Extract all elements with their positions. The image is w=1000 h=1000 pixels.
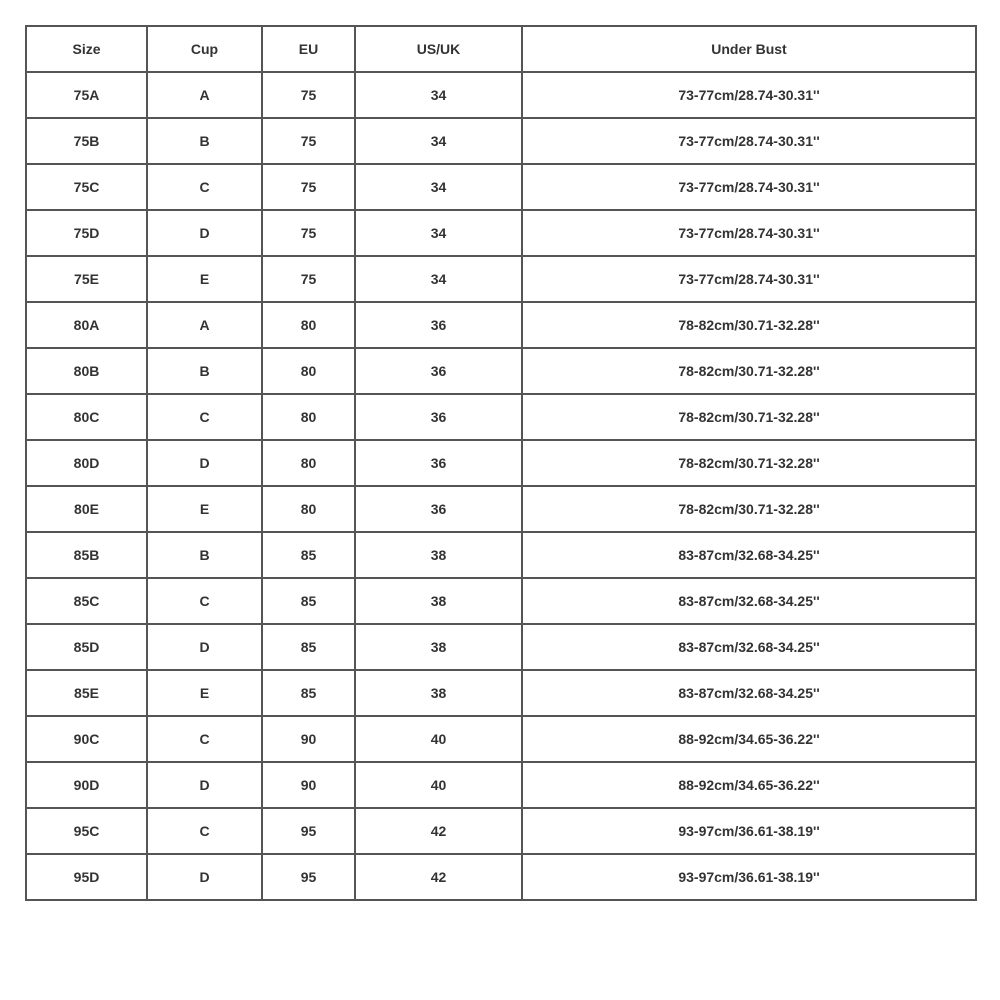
size-cell: 80B xyxy=(26,348,147,394)
under-bust-cell: 83-87cm/32.68-34.25'' xyxy=(522,670,976,716)
us-uk-cell: 36 xyxy=(355,302,522,348)
table-row xyxy=(26,348,976,394)
size-cell: 90D xyxy=(26,762,147,808)
cup-cell: C xyxy=(147,394,262,440)
header-eu: EU xyxy=(262,26,355,72)
eu-cell: 75 xyxy=(262,256,355,302)
size-cell: 75D xyxy=(26,210,147,256)
size-cell: 75E xyxy=(26,256,147,302)
cup-cell: E xyxy=(147,256,262,302)
header-under-bust: Under Bust xyxy=(522,26,976,72)
us-uk-cell: 36 xyxy=(355,348,522,394)
table-row xyxy=(26,532,976,578)
table-row xyxy=(26,762,976,808)
eu-cell: 75 xyxy=(262,72,355,118)
header-row xyxy=(26,26,976,72)
us-uk-cell: 36 xyxy=(355,486,522,532)
cup-cell: D xyxy=(147,210,262,256)
header-us-uk: US/UK xyxy=(355,26,522,72)
under-bust-cell: 78-82cm/30.71-32.28'' xyxy=(522,302,976,348)
table-header xyxy=(26,26,976,72)
under-bust-cell: 78-82cm/30.71-32.28'' xyxy=(522,440,976,486)
size-cell: 80A xyxy=(26,302,147,348)
under-bust-cell: 78-82cm/30.71-32.28'' xyxy=(522,348,976,394)
table-row xyxy=(26,670,976,716)
under-bust-cell: 83-87cm/32.68-34.25'' xyxy=(522,578,976,624)
table-row xyxy=(26,486,976,532)
header-size: Size xyxy=(26,26,147,72)
us-uk-cell: 40 xyxy=(355,762,522,808)
under-bust-cell: 73-77cm/28.74-30.31'' xyxy=(522,118,976,164)
us-uk-cell: 34 xyxy=(355,72,522,118)
under-bust-cell: 88-92cm/34.65-36.22'' xyxy=(522,762,976,808)
eu-cell: 85 xyxy=(262,532,355,578)
table-row xyxy=(26,440,976,486)
cup-cell: C xyxy=(147,164,262,210)
eu-cell: 75 xyxy=(262,210,355,256)
size-cell: 80E xyxy=(26,486,147,532)
us-uk-cell: 38 xyxy=(355,624,522,670)
table-row xyxy=(26,578,976,624)
eu-cell: 90 xyxy=(262,716,355,762)
cup-cell: E xyxy=(147,670,262,716)
cup-cell: D xyxy=(147,440,262,486)
table-row xyxy=(26,394,976,440)
size-cell: 80D xyxy=(26,440,147,486)
us-uk-cell: 36 xyxy=(355,394,522,440)
us-uk-cell: 34 xyxy=(355,164,522,210)
table-row xyxy=(26,72,976,118)
under-bust-cell: 78-82cm/30.71-32.28'' xyxy=(522,394,976,440)
under-bust-cell: 73-77cm/28.74-30.31'' xyxy=(522,256,976,302)
us-uk-cell: 42 xyxy=(355,808,522,854)
table-row xyxy=(26,716,976,762)
table-row xyxy=(26,164,976,210)
size-cell: 80C xyxy=(26,394,147,440)
under-bust-cell: 83-87cm/32.68-34.25'' xyxy=(522,624,976,670)
eu-cell: 90 xyxy=(262,762,355,808)
us-uk-cell: 38 xyxy=(355,578,522,624)
us-uk-cell: 36 xyxy=(355,440,522,486)
under-bust-cell: 73-77cm/28.74-30.31'' xyxy=(522,164,976,210)
under-bust-cell: 78-82cm/30.71-32.28'' xyxy=(522,486,976,532)
cup-cell: A xyxy=(147,302,262,348)
eu-cell: 85 xyxy=(262,670,355,716)
eu-cell: 80 xyxy=(262,486,355,532)
size-cell: 75A xyxy=(26,72,147,118)
cup-cell: C xyxy=(147,578,262,624)
table-row xyxy=(26,854,976,900)
size-cell: 85B xyxy=(26,532,147,578)
eu-cell: 80 xyxy=(262,348,355,394)
table-row xyxy=(26,256,976,302)
cup-cell: D xyxy=(147,762,262,808)
us-uk-cell: 38 xyxy=(355,670,522,716)
size-cell: 95C xyxy=(26,808,147,854)
table-row xyxy=(26,302,976,348)
us-uk-cell: 34 xyxy=(355,256,522,302)
size-cell: 90C xyxy=(26,716,147,762)
eu-cell: 80 xyxy=(262,394,355,440)
size-cell: 85D xyxy=(26,624,147,670)
us-uk-cell: 34 xyxy=(355,210,522,256)
cup-cell: B xyxy=(147,348,262,394)
under-bust-cell: 93-97cm/36.61-38.19'' xyxy=(522,808,976,854)
table-row xyxy=(26,808,976,854)
table-row xyxy=(26,210,976,256)
eu-cell: 75 xyxy=(262,164,355,210)
size-cell: 85E xyxy=(26,670,147,716)
cup-cell: C xyxy=(147,808,262,854)
eu-cell: 85 xyxy=(262,578,355,624)
cup-cell: D xyxy=(147,624,262,670)
table-row xyxy=(26,624,976,670)
eu-cell: 95 xyxy=(262,808,355,854)
cup-cell: E xyxy=(147,486,262,532)
eu-cell: 80 xyxy=(262,302,355,348)
cup-cell: D xyxy=(147,854,262,900)
table-row xyxy=(26,118,976,164)
us-uk-cell: 42 xyxy=(355,854,522,900)
cup-cell: B xyxy=(147,118,262,164)
cup-cell: A xyxy=(147,72,262,118)
under-bust-cell: 93-97cm/36.61-38.19'' xyxy=(522,854,976,900)
table-body xyxy=(26,72,976,900)
eu-cell: 95 xyxy=(262,854,355,900)
size-cell: 75B xyxy=(26,118,147,164)
header-cup: Cup xyxy=(147,26,262,72)
size-cell: 95D xyxy=(26,854,147,900)
under-bust-cell: 88-92cm/34.65-36.22'' xyxy=(522,716,976,762)
under-bust-cell: 73-77cm/28.74-30.31'' xyxy=(522,210,976,256)
eu-cell: 80 xyxy=(262,440,355,486)
us-uk-cell: 40 xyxy=(355,716,522,762)
under-bust-cell: 73-77cm/28.74-30.31'' xyxy=(522,72,976,118)
size-cell: 75C xyxy=(26,164,147,210)
us-uk-cell: 38 xyxy=(355,532,522,578)
size-cell: 85C xyxy=(26,578,147,624)
eu-cell: 75 xyxy=(262,118,355,164)
eu-cell: 85 xyxy=(262,624,355,670)
size-chart-table xyxy=(25,25,977,901)
cup-cell: B xyxy=(147,532,262,578)
us-uk-cell: 34 xyxy=(355,118,522,164)
under-bust-cell: 83-87cm/32.68-34.25'' xyxy=(522,532,976,578)
cup-cell: C xyxy=(147,716,262,762)
